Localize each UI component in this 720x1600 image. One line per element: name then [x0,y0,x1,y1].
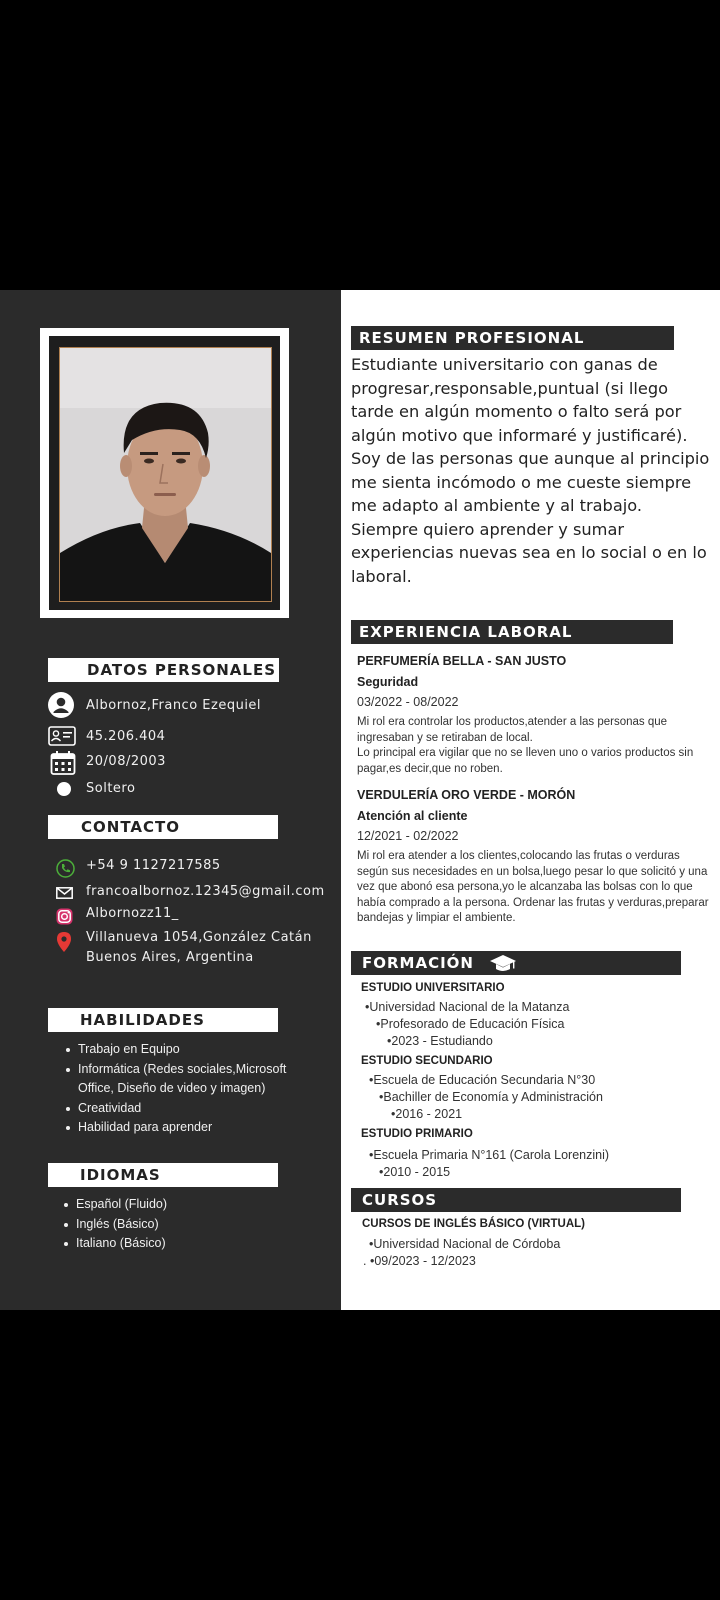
edu-line: •2010 - 2015 [379,1165,451,1179]
email[interactable]: francoalbornoz.12345@gmail.com [86,884,325,899]
edu-secondary-title: ESTUDIO SECUNDARIO [361,1055,493,1067]
language-item: Italiano (Básico) [62,1234,312,1254]
instagram-icon [56,908,73,925]
edu-line: •Universidad Nacional de la Matanza [365,1000,570,1014]
skills-list [64,1040,334,1138]
job-role: Atención al cliente [357,809,468,823]
habilidades-header: HABILIDADES [48,1008,278,1032]
edu-primary-title: ESTUDIO PRIMARIO [361,1128,473,1140]
address-line-1: Villanueva 1054,González Catán [86,930,312,945]
full-name: Albornoz,Franco Ezequiel [86,698,262,713]
id-card-icon [48,726,76,746]
location-pin-icon [57,932,71,952]
course-line: •Universidad Nacional de Córdoba [369,1237,561,1251]
dni: 45.206.404 [86,729,166,744]
right-column [341,290,720,1310]
professional-summary [351,353,716,588]
user-icon [48,692,74,718]
left-column [0,290,341,1310]
skill-item: Creatividad [64,1099,334,1119]
profile-photo-frame [40,328,289,618]
edu-line: •Escuela de Educación Secundaria N°30 [369,1073,596,1087]
skill-item: Informática (Redes sociales,Microsoft [64,1060,334,1080]
resume-document [0,290,720,1310]
calendar-icon [50,750,76,776]
idiomas-header: IDIOMAS [48,1163,278,1187]
edu-line: •Escuela Primaria N°161 (Carola Lorenzini) [369,1148,610,1162]
formacion-header [351,951,681,975]
job-company: VERDULERÍA ORO VERDE - MORÓN [357,788,576,802]
address-line-2: Buenos Aires, Argentina [86,950,254,965]
graduation-cap-icon [489,954,517,974]
skill-item-continuation: Office, Diseño de video y imagen) [78,1081,266,1095]
language-item: Español (Fluido) [62,1195,312,1215]
job-description: Mi rol era controlar los productos,atender a las personas que ingresaban y se retiraban de local. Lo principal era vigilar que no se lleven uno o varios productos sin pagar,es decir,que no roben. [357,716,694,775]
instagram-handle[interactable]: Albornozz11_ [86,906,179,921]
course-line: . •09/2023 - 12/2023 [363,1254,476,1268]
contacto-header: CONTACTO [48,815,278,839]
job-company: PERFUMERÍA BELLA - SAN JUSTO [357,654,567,668]
skill-item: Habilidad para aprender [64,1118,334,1138]
profile-photo [59,347,272,602]
formacion-title: FORMACIÓN [362,954,474,972]
cursos-header: CURSOS [351,1188,681,1212]
job-role: Seguridad [357,675,419,689]
phone-number[interactable]: +54 9 1127217585 [86,858,221,873]
experiencia-header: EXPERIENCIA LABORAL [351,620,673,644]
datos-personales-header: DATOS PERSONALES [48,658,279,682]
language-item: Inglés (Básico) [62,1215,312,1235]
circle-icon [57,782,71,796]
edu-line: •Profesorado de Educación Física [376,1017,565,1031]
phone-icon [56,859,75,878]
resumen-header: RESUMEN PROFESIONAL [351,326,674,350]
edu-line: •Bachiller de Economía y Administración [379,1090,603,1104]
languages-list [62,1195,312,1254]
job-dates: 12/2021 - 02/2022 [357,829,459,843]
skill-item: Trabajo en Equipo [64,1040,334,1060]
job-dates: 03/2022 - 08/2022 [357,695,459,709]
civil-status: Soltero [86,781,136,796]
summary-paragraph-1: Estudiante universitario con ganas de progresar,responsable,puntual (si llego tarde en algún momento o falto será por algún motivo que informaré y justificaré). Soy de las personas que aunque al principio me sienta incómodo o me cueste siempre me adapto al ambiente y al trabajo. [351,355,710,515]
birth-date: 20/08/2003 [86,754,166,769]
edu-line: •2016 - 2021 [391,1107,463,1121]
edu-university-title: ESTUDIO UNIVERSITARIO [361,982,505,994]
job-description: Mi rol era atender a los clientes,colocando las frutas o verduras según sus necesidades en un bolsa,luego pesar lo que solicitó y una vez que abonó esa persona,yo le alcanzaba las bolsas con lo que había comprado a la persona. Ordenar las frutas y verduras,preparar bandejas y limpiar el ambiente. [357,850,709,924]
mail-icon [56,887,73,899]
summary-paragraph-2: Siempre quiero aprender y sumar experiencias nuevas sea en lo social o en lo laboral. [351,519,707,586]
edu-line: •2023 - Estudiando [387,1034,493,1048]
course-title: CURSOS DE INGLÉS BÁSICO (VIRTUAL) [362,1218,585,1230]
